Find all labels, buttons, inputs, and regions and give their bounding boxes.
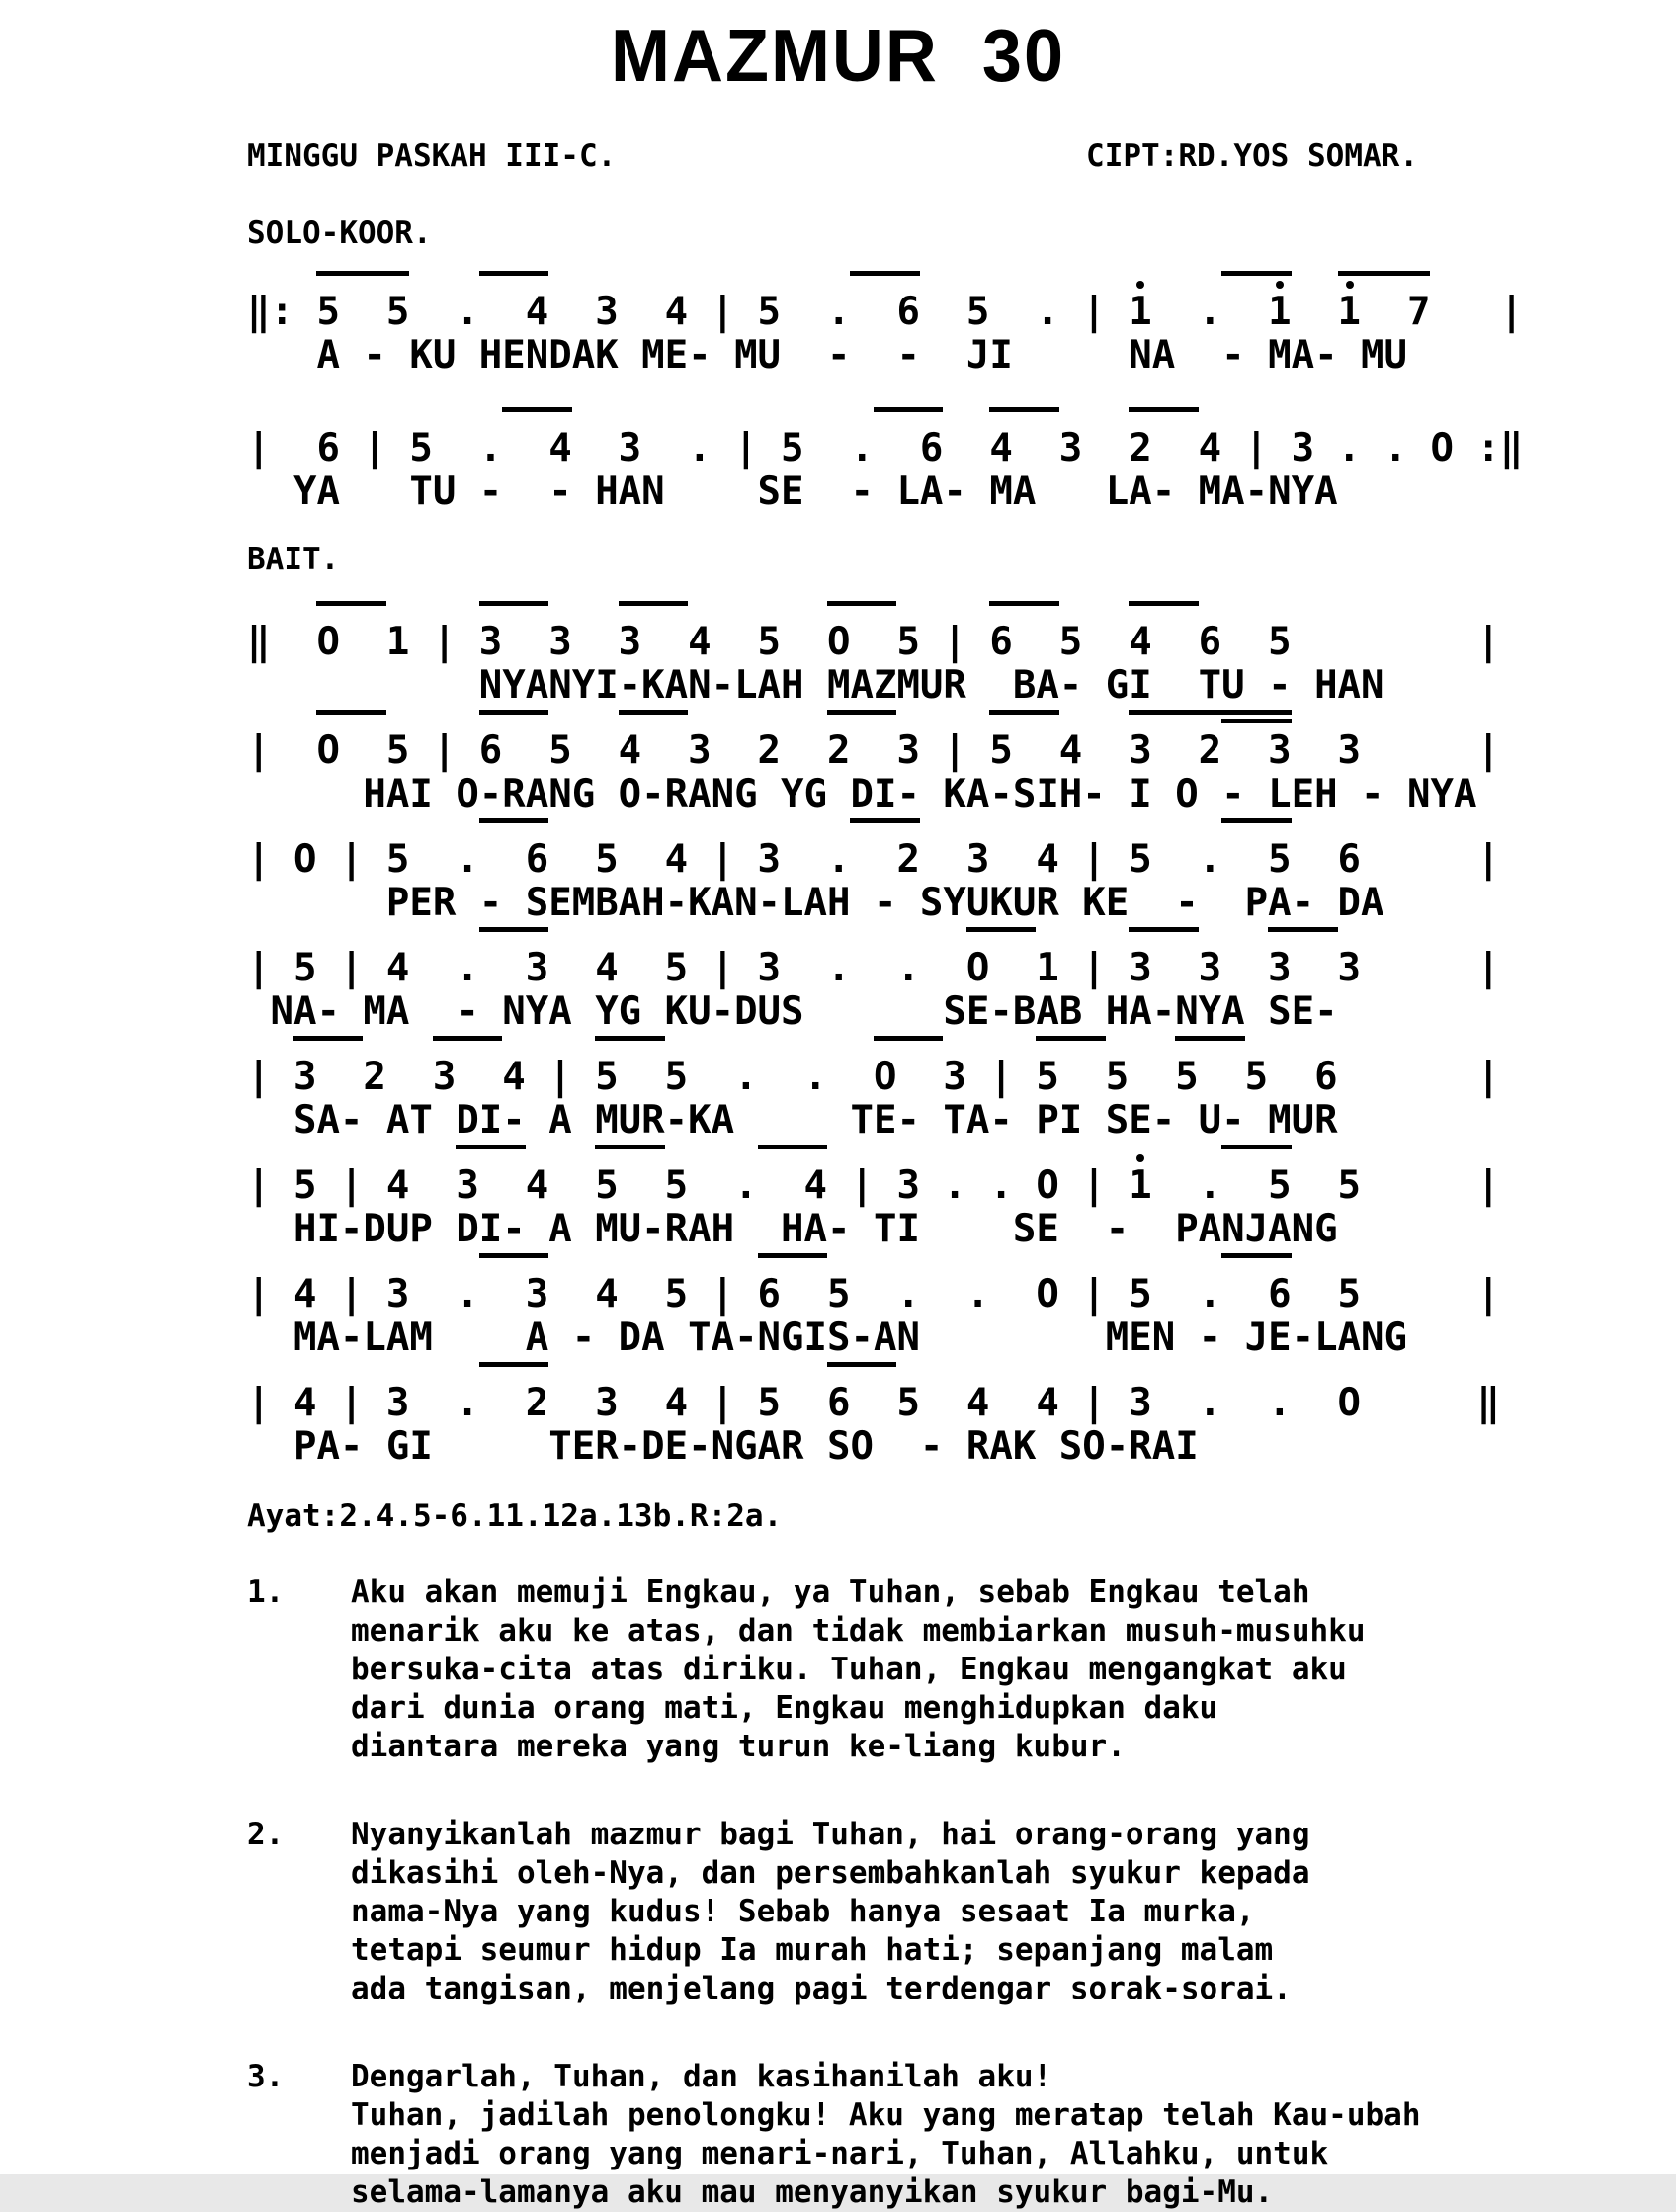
music-line	[247, 708, 1617, 816]
beam-strip	[247, 816, 1617, 838]
verse-line: bersuka-cita atas diriku. Tuhan, Engkau mengangkat aku	[351, 1652, 1347, 1687]
music-line	[247, 1143, 1617, 1251]
verse-line: diantara mereka yang turun ke-liang kubur.	[351, 1729, 1126, 1764]
note-beam	[619, 710, 688, 715]
notes-row: | 5 | 4 3 4 5 5 . 4 | 3 . . O | 1 . 5 5 |	[247, 1163, 1500, 1208]
notes-row: | O 5 | 6 5 4 3 2 2 3 | 5 4 3 2 3 3 |	[247, 728, 1500, 773]
note-beam	[479, 1362, 548, 1367]
verse-line: nama-Nya yang kudus! Sebab hanya sesaat Ia murka,	[351, 1894, 1255, 1929]
note-beam	[479, 927, 548, 932]
note-beam	[595, 1036, 664, 1041]
note-beam	[1221, 1253, 1291, 1258]
note-beam	[1129, 710, 1291, 715]
notes-row: ‖: 5 5 . 4 3 4 | 5 . 6 5 . | 1 . 1 1 7 |	[247, 290, 1524, 334]
lyrics-row: NA- MA - NYA YG KU-DUS SE-BAB HA-NYA SE-	[247, 989, 1338, 1034]
verse-line: ada tangisan, menjelang pagi terdengar sorak-sorai.	[351, 1971, 1292, 2006]
note-beam	[1129, 927, 1198, 932]
note-beam	[433, 1036, 502, 1041]
verse-line: menjadi orang yang menari-nari, Tuhan, Allahku, untuk	[351, 2136, 1329, 2171]
note-beam	[1129, 601, 1198, 606]
beam-strip	[247, 405, 1617, 427]
note-beam	[874, 407, 943, 412]
notes-row: ‖ O 1 | 3 3 3 4 5 O 5 | 6 5 4 6 5 |	[247, 620, 1500, 664]
note-beam	[1129, 407, 1198, 412]
octave-dot	[1346, 281, 1354, 289]
note-beam	[850, 271, 919, 276]
note-beam	[1221, 818, 1291, 823]
ayat-heading: Ayat:2.4.5-6.11.12a.13b.R:2a.	[247, 1498, 783, 1534]
note-beam	[1221, 271, 1291, 276]
lyrics-row: PA- GI TER-DE-NGAR SO - RAK SO-RAI	[247, 1424, 1199, 1469]
note-beam	[1175, 1036, 1244, 1041]
note-beam	[595, 1145, 664, 1149]
verse-line: tetapi seumur hidup Ia murah hati; sepanjang malam	[351, 1932, 1274, 1968]
bait-notation	[247, 599, 1617, 1469]
verse-line: dikasihi oleh-Nya, dan persembahkanlah syukur kepada	[351, 1855, 1310, 1891]
lyrics-row: A - KU HENDAK ME- MU - - JI NA - MA- MU	[247, 333, 1407, 378]
lyrics-row: YA TU - - HAN SE - LA- MA LA- MA-NYA	[247, 469, 1338, 514]
lyrics-row: PER - SEMBAH-KAN-LAH - SYUKUR KE - PA- DA	[247, 881, 1384, 925]
note-beam	[479, 818, 548, 823]
note-beam	[1036, 1036, 1105, 1041]
verses	[247, 1574, 1617, 2212]
notes-row: | 3 2 3 4 | 5 5 . . O 3 | 5 5 5 5 6 |	[247, 1055, 1500, 1099]
beam-strip	[247, 599, 1617, 621]
note-beam	[316, 271, 409, 276]
lyrics-row: HAI O-RANG O-RANG YG DI- KA-SIH- I O - LEH - NYA	[247, 772, 1477, 816]
octave-dot	[1136, 281, 1144, 289]
composer-credit: CIPT:RD.YOS SOMAR.	[1086, 138, 1418, 174]
notes-row: | O | 5 . 6 5 4 | 3 . 2 3 4 | 5 . 5 6 |	[247, 837, 1500, 882]
subtitle-left: MINGGU PASKAH III-C.	[247, 138, 617, 174]
music-line	[247, 816, 1617, 925]
subtitle-row	[247, 138, 1418, 174]
verse-lines	[351, 1816, 1617, 2008]
verse-line: menarik aku ke atas, dan tidak membiarkan musuh-musuhku	[351, 1613, 1366, 1649]
solo-koor-notation	[247, 269, 1617, 514]
beam-strip	[247, 1034, 1617, 1056]
music-line	[247, 269, 1617, 378]
lyrics-row: SA- AT DI- A MUR-KA TE- TA- PI SE- U- MUR	[247, 1098, 1338, 1143]
notes-row: | 4 | 3 . 3 4 5 | 6 5 . . O | 5 . 6 5 |	[247, 1272, 1500, 1317]
music-line	[247, 1034, 1617, 1143]
note-beam	[1268, 927, 1337, 932]
sheet-title: MAZMUR 30	[610, 15, 1065, 99]
music-line	[247, 925, 1617, 1034]
verse-line: Dengarlah, Tuhan, dan kasihanilah aku!	[351, 2059, 1052, 2094]
lyrics-row: NYANYI-KAN-LAH MAZMUR BA- GI TU - HAN	[247, 663, 1384, 708]
verse-line: Tuhan, jadilah penolongku! Aku yang meratap telah Kau-ubah	[351, 2097, 1421, 2133]
note-beam	[1338, 271, 1431, 276]
verse-line: Aku akan memuji Engkau, ya Tuhan, sebab Engkau telah	[351, 1574, 1310, 1610]
music-line	[247, 405, 1617, 514]
note-beam	[456, 1145, 525, 1149]
verse-line: dari dunia orang mati, Engkau menghidupkan daku	[351, 1690, 1218, 1726]
music-line	[247, 1251, 1617, 1360]
note-beam	[850, 818, 919, 823]
verse	[247, 1816, 1617, 2008]
note-beam	[316, 601, 385, 606]
note-beam	[758, 1145, 827, 1149]
lyrics-row: MA-LAM A - DA TA-NGIS-AN MEN - JE-LANG	[247, 1316, 1407, 1360]
note-beam	[827, 710, 896, 715]
note-beam	[989, 407, 1058, 412]
notes-row: | 4 | 3 . 2 3 4 | 5 6 5 4 4 | 3 . . O ‖	[247, 1381, 1500, 1425]
note-beam	[502, 407, 571, 412]
note-beam	[479, 710, 548, 715]
verse-number: 3.	[247, 2059, 285, 2094]
octave-dot	[1136, 1154, 1144, 1162]
verse-lines	[351, 2058, 1617, 2212]
beam-strip	[247, 1251, 1617, 1273]
note-beam-second	[1221, 719, 1291, 723]
note-beam	[293, 1036, 363, 1041]
verse-lines	[351, 1574, 1617, 1766]
note-beam	[827, 1362, 896, 1367]
beam-strip	[247, 1360, 1617, 1382]
verse-line: selama-lamanya aku mau menyanyikan syukur bagi-Mu.	[351, 2174, 1274, 2210]
verse-number: 1.	[247, 1574, 285, 1610]
note-beam	[479, 601, 548, 606]
note-beam	[758, 1253, 827, 1258]
note-beam	[989, 710, 1058, 715]
beam-strip	[247, 269, 1617, 291]
note-beam	[479, 1253, 548, 1258]
beam-strip	[247, 708, 1617, 729]
music-line	[247, 599, 1617, 708]
lyrics-row: HI-DUP DI- A MU-RAH HA- TI SE - PANJANG	[247, 1207, 1338, 1251]
verse	[247, 2058, 1617, 2212]
notes-row: | 6 | 5 . 4 3 . | 5 . 6 4 3 2 4 | 3 . . O :‖	[247, 426, 1524, 470]
verse-line: Nyanyikanlah mazmur bagi Tuhan, hai orang-orang yang	[351, 1817, 1310, 1852]
solo-koor-heading: SOLO-KOOR.	[247, 215, 432, 251]
verse-number: 2.	[247, 1817, 285, 1852]
beam-strip	[247, 1143, 1617, 1164]
note-beam	[874, 1036, 943, 1041]
octave-dot	[1276, 281, 1284, 289]
note-beam	[827, 601, 896, 606]
note-beam	[989, 601, 1058, 606]
music-line	[247, 1360, 1617, 1469]
note-beam	[479, 271, 548, 276]
verse	[247, 1574, 1617, 1766]
note-beam	[619, 601, 688, 606]
notes-row: | 5 | 4 . 3 4 5 | 3 . . O 1 | 3 3 3 3 |	[247, 946, 1500, 990]
note-beam	[1221, 1145, 1291, 1149]
beam-strip	[247, 925, 1617, 947]
bait-heading: BAIT.	[247, 542, 340, 577]
note-beam	[966, 927, 1036, 932]
note-beam	[316, 710, 385, 715]
